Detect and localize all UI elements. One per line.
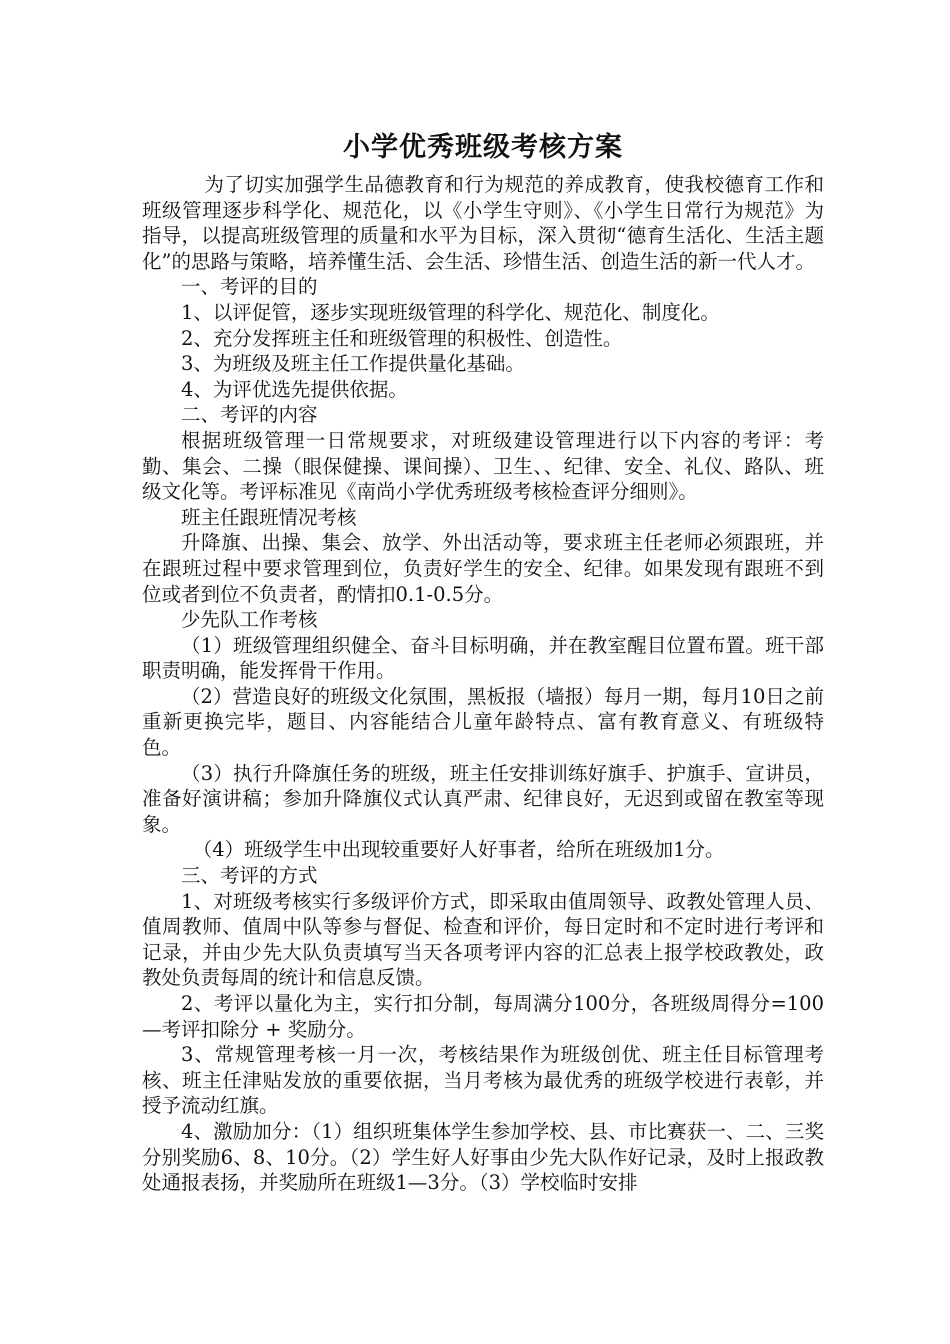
- document-page: [142, 128, 824, 1196]
- pioneers-item-3: （3）执行升降旗任务的班级，班主任安排训练好旗手、护旗手、宣讲员，准备好演讲稿；参加升降旗仪式认真严肃、纪律良好，无迟到或留在教室等现象。: [142, 761, 824, 836]
- method-item-3: 3、常规管理考核一月一次，考核结果作为班级创优、班主任目标管理考核、班主任津贴发放的重要依据，当月考核为最优秀的班级学校进行表彰，并授予流动红旗。: [142, 1043, 824, 1118]
- method-item-2: 2、考评以量化为主，实行扣分制，每周满分100分，各班级周得分=100 —考评扣除分 + 奖励分。: [142, 992, 824, 1041]
- purpose-item-3: 3、为班级及班主任工作提供量化基础。: [181, 352, 525, 376]
- subheading-headteacher: 班主任跟班情况考核: [181, 505, 357, 529]
- purpose-item-4: 4、为评优选先提供依据。: [181, 377, 408, 401]
- document-title: 小学优秀班级考核方案: [343, 132, 623, 163]
- section-heading-method: 三、考评的方式: [181, 864, 318, 888]
- pioneers-item-2: （2）营造良好的班级文化氛围，黑板报（墙报）每月一期，每月10日之前重新更换完毕，题目、内容能结合儿童年龄特点、富有教育意义、有班级特色。: [142, 684, 824, 760]
- purpose-item-2: 2、充分发挥班主任和班级管理的积极性、创造性。: [181, 326, 623, 350]
- headteacher-paragraph: 升降旗、出操、集会、放学、外出活动等，要求班主任老师必须跟班，并在跟班过程中要求管理到位，负责好学生的安全、纪律。如果发现有跟班不到位或者到位不负责者，酌情扣0.1-0.5分。: [142, 531, 824, 606]
- method-item-1: 1、对班级考核实行多级评价方式，即采取由值周领导、政教处管理人员、值周教师、值周中队等参与督促、检查和评价，每日定时和不定时进行考评和记录，并由少先大队负责填写当天各项考评内容的汇总表上报学校政教处，政教处负责每周的统计和信息反馈。: [142, 889, 824, 990]
- purpose-item-1: 1、以评促管，逐步实现班级管理的科学化、规范化、制度化。: [181, 300, 720, 324]
- section-heading-content: 二、考评的内容: [181, 403, 318, 427]
- subheading-pioneers: 少先队工作考核: [181, 608, 318, 632]
- method-item-4: 4、激励加分：（1）组织班集体学生参加学校、县、市比赛获一、二、三奖分别奖励6、8、10分。（2）学生好人好事由少先大队作好记录，及时上报政教处通报表扬，并奖励所在班级1—3分。（3）学校临时安排: [142, 1119, 824, 1195]
- pioneers-item-1: （1）班级管理组织健全、奋斗目标明确，并在教室醒目位置布置。班干部职责明确，能发挥骨干作用。: [142, 633, 824, 683]
- content-paragraph: 根据班级管理一日常规要求，对班级建设管理进行以下内容的考评：考勤、集会、二操（眼保健操、课间操）、卫生、、纪律、安全、礼仪、路队、班级文化等。考评标准见《南尚小学优秀班级考核检查评分细则》。: [142, 428, 824, 504]
- section-heading-purpose: 一、考评的目的: [181, 275, 318, 299]
- pioneers-item-4: （4）班级学生中出现较重要好人好事者，给所在班级加1分。: [192, 838, 725, 862]
- intro-paragraph: 为了切实加强学生品德教育和行为规范的养成教育，使我校德育工作和班级管理逐步科学化、规范化，以《小学生守则》、《小学生日常行为规范》为指导，以提高班级管理的质量和水平为目标，深入贯彻“德育生活化、生活主题化”的思路与策略，培养懂生活、会生活、珍惜生活、创造生活的新一代人才。: [142, 173, 824, 273]
